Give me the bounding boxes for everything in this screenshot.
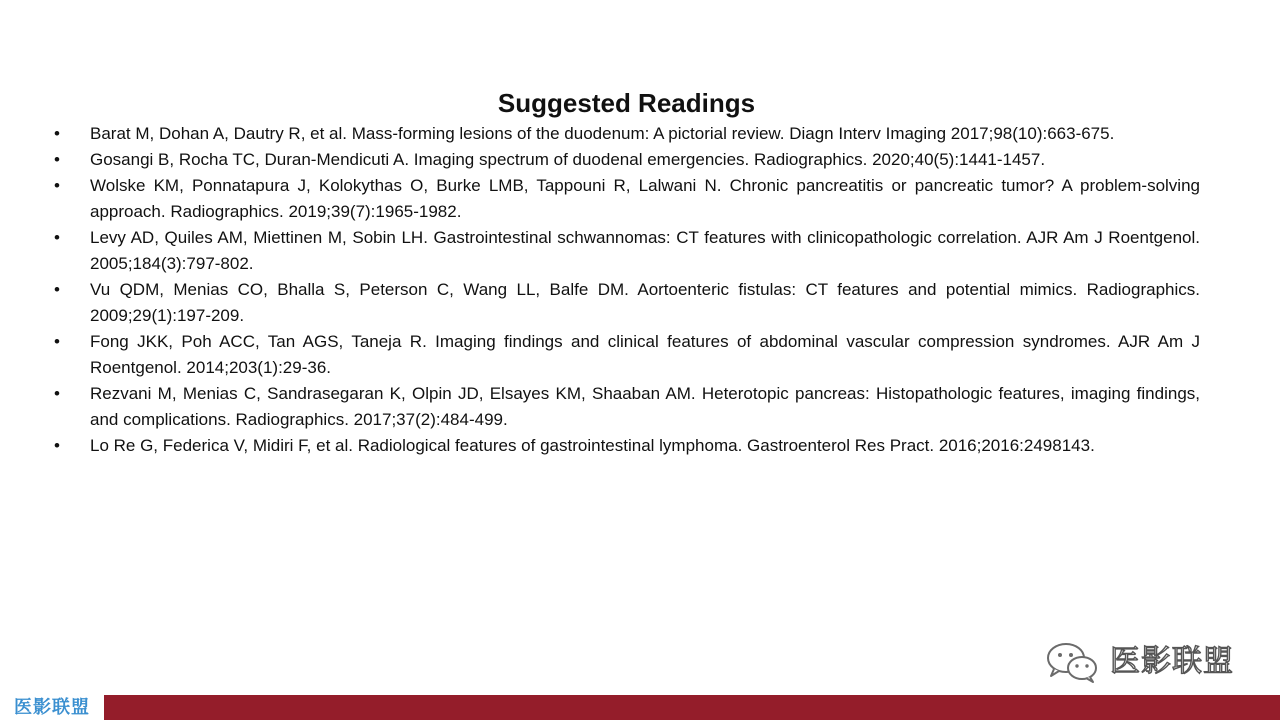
- reference-item: [54, 277, 1200, 329]
- reference-item: [54, 225, 1200, 277]
- reference-text: Gosangi B, Rocha TC, Duran-Mendicuti A. Imaging spectrum of duodenal emergencies. Radiographics. 2020;40(5):1441-1457.: [90, 150, 1046, 169]
- reference-text: Vu QDM, Menias CO, Bhalla S, Peterson C, Wang LL, Balfe DM. Aortoenteric fistulas: CT features and potential mimics. Radiographics. 2009;29(1):197-209.: [90, 280, 1200, 325]
- reference-text: Lo Re G, Federica V, Midiri F, et al. Radiological features of gastrointestinal lymphoma. Gastroenterol Res Pract. 2016;2016:2498143.: [90, 436, 1095, 455]
- bullet: •: [54, 124, 60, 143]
- bullet: •: [54, 332, 60, 351]
- reference-item: [54, 121, 1200, 147]
- wechat-icon: [1044, 640, 1104, 684]
- reference-item: [54, 381, 1200, 433]
- footer-bar: [0, 695, 1280, 720]
- reference-text: Rezvani M, Menias C, Sandrasegaran K, Olpin JD, Elsayes KM, Shaaban AM. Heterotopic pancreas: Histopathologic features, imaging findings, and complications. Radiographics. 2017;37(2):484-499.: [90, 384, 1200, 429]
- reference-text: Barat M, Dohan A, Dautry R, et al. Mass-forming lesions of the duodenum: A pictorial review. Diagn Interv Imaging 2017;98(10):663-675.: [90, 124, 1115, 143]
- slide-title: Suggested Readings: [497, 88, 756, 118]
- reference-item: [54, 173, 1200, 225]
- reference-item: [54, 147, 1200, 173]
- reference-text: Levy AD, Quiles AM, Miettinen M, Sobin LH. Gastrointestinal schwannomas: CT features with clinicopathologic correlation. AJR Am J Roentgenol. 2005;184(3):797-802.: [90, 228, 1200, 273]
- watermark-text: 医影联盟: [1110, 644, 1234, 679]
- reference-text: Fong JKK, Poh ACC, Tan AGS, Taneja R. Imaging findings and clinical features of abdominal vascular compression syndromes. AJR Am J Roentgenol. 2014;203(1):29-36.: [90, 332, 1200, 377]
- bullet: •: [54, 384, 60, 403]
- footer-logo-text: 医影联盟: [14, 697, 90, 718]
- bullet: •: [54, 280, 60, 299]
- reference-list: [54, 121, 1200, 459]
- reference-item: [54, 329, 1200, 381]
- bullet: •: [54, 228, 60, 247]
- bullet: •: [54, 436, 60, 455]
- watermark: [1044, 640, 1234, 684]
- footer-logo: [0, 695, 104, 720]
- bullet: •: [54, 176, 60, 195]
- reference-text: Wolske KM, Ponnatapura J, Kolokythas O, Burke LMB, Tappouni R, Lalwani N. Chronic pancreatitis or pancreatic tumor? A problem-solving approach. Radiographics. 2019;39(7):1965-1982.: [90, 176, 1200, 221]
- bullet: •: [54, 150, 60, 169]
- reference-item: [54, 433, 1200, 459]
